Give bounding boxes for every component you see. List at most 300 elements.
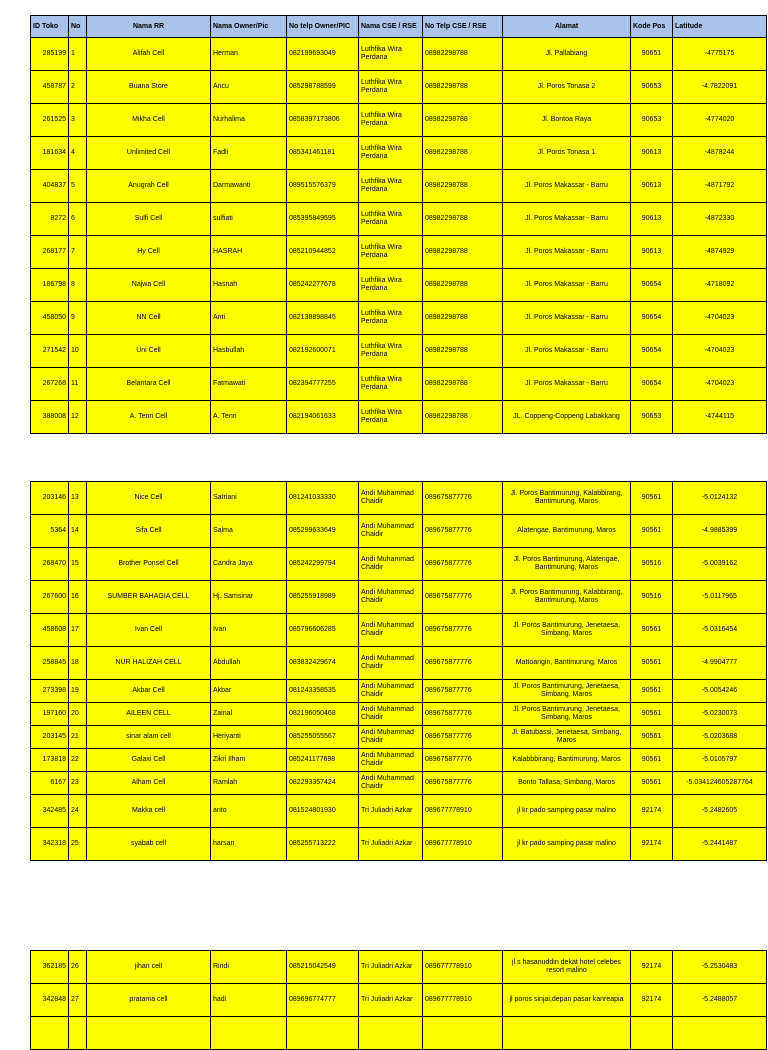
cell-nama-rr: sinar alam cell bbox=[87, 726, 211, 749]
cell-alamat: Bonto Tallasa, Simbang, Maros bbox=[503, 772, 631, 795]
cell-latitude: -5.0230073 bbox=[673, 703, 767, 726]
cell-telp-owner: 081241033330 bbox=[287, 482, 359, 515]
cell-no: 21 bbox=[69, 726, 87, 749]
cell-nama-owner: anto bbox=[211, 795, 287, 828]
cell-latitude: -5.2441487 bbox=[673, 828, 767, 861]
cell-nama-owner: Hasnah bbox=[211, 269, 287, 302]
cell-telp-owner: 085299633649 bbox=[287, 515, 359, 548]
cell-telp-cse: 089675877776 bbox=[423, 749, 503, 772]
cell-nama-cse: Andi Muhammad Chaidir bbox=[359, 772, 423, 795]
cell-nama-cse: Tri Juliadri Azkar bbox=[359, 951, 423, 984]
cell-no: 15 bbox=[69, 548, 87, 581]
cell-telp-cse: 089675877776 bbox=[423, 647, 503, 680]
cell-id-toko: 267268 bbox=[31, 368, 69, 401]
cell-telp-owner: 082192600071 bbox=[287, 335, 359, 368]
cell-nama-owner: Rindi bbox=[211, 951, 287, 984]
cell-no: 2 bbox=[69, 71, 87, 104]
cell-nama-rr: Alifah Cell bbox=[87, 38, 211, 71]
cell-alamat: Jl. Poros Bantimurung, Jenetaesa, Simbang, Maros bbox=[503, 680, 631, 703]
cell-nama-rr: syabab cell bbox=[87, 828, 211, 861]
cell-nama-cse: Luthfika Wira Perdana bbox=[359, 170, 423, 203]
cell-telp-cse: 089677778910 bbox=[423, 795, 503, 828]
cell-telp-owner: 082394777255 bbox=[287, 368, 359, 401]
cell-alamat: Jl. Poros Bantimurung, Jenetaesa, Simbang, Maros bbox=[503, 614, 631, 647]
cell-nama-cse: Andi Muhammad Chaidir bbox=[359, 548, 423, 581]
cell-no: 19 bbox=[69, 680, 87, 703]
cell-telp-cse: 089675877776 bbox=[423, 726, 503, 749]
cell-telp-owner: 082194061633 bbox=[287, 401, 359, 434]
cell-alamat: Jl. Poros Makassar - Barru bbox=[503, 203, 631, 236]
table-row bbox=[31, 104, 767, 137]
cell-nama-owner: Zikri Ilham bbox=[211, 749, 287, 772]
cell-nama-cse: Tri Juliadri Azkar bbox=[359, 828, 423, 861]
cell-nama-owner: Anti bbox=[211, 302, 287, 335]
cell-nama-rr: jihan cell bbox=[87, 951, 211, 984]
cell-latitude: -4874929 bbox=[673, 236, 767, 269]
cell-alamat: Jl. Poros Bantimurung, Jenetaesa, Simbang, Maros bbox=[503, 703, 631, 726]
cell-nama-owner: Hj. Samsinar bbox=[211, 581, 287, 614]
cell-latitude bbox=[673, 1017, 767, 1050]
cell-nama-owner: Fadli bbox=[211, 137, 287, 170]
cell-nama-cse: Luthfika Wira Perdana bbox=[359, 203, 423, 236]
cell-nama-cse: Luthfika Wira Perdana bbox=[359, 236, 423, 269]
cell-telp-owner: 085298788599 bbox=[287, 71, 359, 104]
cell-id-toko: 458608 bbox=[31, 614, 69, 647]
cell-nama-owner: Akbar bbox=[211, 680, 287, 703]
cell-nama-rr: pratama cell bbox=[87, 984, 211, 1017]
cell-kode-pos: 90654 bbox=[631, 335, 673, 368]
header-id-toko: ID Toko bbox=[31, 16, 69, 38]
cell-telp-owner: 085242277678 bbox=[287, 269, 359, 302]
cell-no: 5 bbox=[69, 170, 87, 203]
cell-telp-owner: 085210944852 bbox=[287, 236, 359, 269]
cell-latitude: -4871792 bbox=[673, 170, 767, 203]
cell-no: 27 bbox=[69, 984, 87, 1017]
header-telp-cse: No Telp CSE / RSE bbox=[423, 16, 503, 38]
cell-nama-owner: Hasbullah bbox=[211, 335, 287, 368]
cell-nama-owner: Abdullah bbox=[211, 647, 287, 680]
cell-kode-pos: 90561 bbox=[631, 726, 673, 749]
cell-nama-cse: Andi Muhammad Chaidir bbox=[359, 680, 423, 703]
cell-alamat: Jl. Poros Makassar - Barru bbox=[503, 368, 631, 401]
cell-kode-pos: 90561 bbox=[631, 515, 673, 548]
cell-telp-owner: 085215042549 bbox=[287, 951, 359, 984]
cell-latitude: -5.0124132 bbox=[673, 482, 767, 515]
cell-no: 9 bbox=[69, 302, 87, 335]
cell-nama-rr: Brother Ponsel Cell bbox=[87, 548, 211, 581]
cell-latitude: -5.0117965 bbox=[673, 581, 767, 614]
cell-no: 23 bbox=[69, 772, 87, 795]
cell-nama-rr: Alham Cell bbox=[87, 772, 211, 795]
cell-nama-rr: Nice Cell bbox=[87, 482, 211, 515]
cell-nama-rr: Makka cell bbox=[87, 795, 211, 828]
cell-nama-rr: AILEEN CELL bbox=[87, 703, 211, 726]
cell-latitude: -5.0105797 bbox=[673, 749, 767, 772]
cell-telp-cse: 089677778910 bbox=[423, 951, 503, 984]
cell-latitude: -4704023 bbox=[673, 368, 767, 401]
cell-nama-owner: Heriyanti bbox=[211, 726, 287, 749]
cell-nama-cse: Andi Muhammad Chaidir bbox=[359, 703, 423, 726]
cell-kode-pos: 90516 bbox=[631, 581, 673, 614]
cell-kode-pos: 92174 bbox=[631, 984, 673, 1017]
cell-nama-rr: SUMBER BAHAGIA CELL bbox=[87, 581, 211, 614]
store-table-1 bbox=[30, 15, 767, 434]
cell-no: 17 bbox=[69, 614, 87, 647]
cell-latitude: -5.0316454 bbox=[673, 614, 767, 647]
cell-kode-pos: 90651 bbox=[631, 38, 673, 71]
cell-id-toko: 458050 bbox=[31, 302, 69, 335]
cell-kode-pos: 90654 bbox=[631, 368, 673, 401]
table-row bbox=[31, 269, 767, 302]
cell-telp-owner: 083832429674 bbox=[287, 647, 359, 680]
cell-alamat: JL. Coppeng-Coppeng Labakkang bbox=[503, 401, 631, 434]
cell-id-toko: 203146 bbox=[31, 482, 69, 515]
cell-nama-rr: Ivan Cell bbox=[87, 614, 211, 647]
table-row bbox=[31, 203, 767, 236]
cell-latitude: -4.7822091 bbox=[673, 71, 767, 104]
cell-nama-rr: Akbar Cell bbox=[87, 680, 211, 703]
cell-alamat: Mattoangin, Bantimurung, Maros bbox=[503, 647, 631, 680]
cell-alamat: Jl. Poros Bantimurung, Kalabbirang, Bantimurung, Maros bbox=[503, 482, 631, 515]
cell-alamat: jl poros sinjai,depan pasar kanreapia bbox=[503, 984, 631, 1017]
cell-nama-cse: Luthfika Wira Perdana bbox=[359, 368, 423, 401]
cell-no: 11 bbox=[69, 368, 87, 401]
cell-alamat: jl kr pado samping pasar malino bbox=[503, 828, 631, 861]
cell-latitude: -4704023 bbox=[673, 302, 767, 335]
cell-telp-cse: 089675877776 bbox=[423, 482, 503, 515]
table-row bbox=[31, 335, 767, 368]
cell-nama-cse: Tri Juliadri Azkar bbox=[359, 795, 423, 828]
cell-latitude: -4872330 bbox=[673, 203, 767, 236]
cell-latitude: -5.2530483 bbox=[673, 951, 767, 984]
cell-nama-cse: Tri Juliadri Azkar bbox=[359, 984, 423, 1017]
table-row bbox=[31, 828, 767, 861]
cell-no: 26 bbox=[69, 951, 87, 984]
cell-telp-owner: 085242299794 bbox=[287, 548, 359, 581]
table-row bbox=[31, 71, 767, 104]
cell-no: 1 bbox=[69, 38, 87, 71]
cell-telp-owner: 089515576379 bbox=[287, 170, 359, 203]
cell-telp-cse: 08982298788 bbox=[423, 170, 503, 203]
cell-id-toko: 5364 bbox=[31, 515, 69, 548]
store-table-3 bbox=[30, 950, 767, 1050]
cell-kode-pos: 90613 bbox=[631, 236, 673, 269]
cell-telp-owner: 082293357424 bbox=[287, 772, 359, 795]
header-nama-rr: Nama RR bbox=[87, 16, 211, 38]
table-row bbox=[31, 368, 767, 401]
cell-nama-owner: HASRAH bbox=[211, 236, 287, 269]
cell-nama-cse: Andi Muhammad Chaidir bbox=[359, 581, 423, 614]
cell-telp-owner: 081524801930 bbox=[287, 795, 359, 828]
header-cse: Nama CSE / RSE bbox=[359, 16, 423, 38]
cell-telp-owner: 085255713222 bbox=[287, 828, 359, 861]
cell-latitude: -4.9904777 bbox=[673, 647, 767, 680]
header-row bbox=[31, 16, 767, 38]
cell-no: 6 bbox=[69, 203, 87, 236]
cell-no bbox=[69, 1017, 87, 1050]
cell-telp-owner: 0858397173806 bbox=[287, 104, 359, 137]
cell-id-toko: 404837 bbox=[31, 170, 69, 203]
cell-nama-rr: Unlimited Cell bbox=[87, 137, 211, 170]
cell-latitude: -5.0054246 bbox=[673, 680, 767, 703]
cell-telp-cse: 089675877776 bbox=[423, 703, 503, 726]
cell-nama-rr: Sifa Cell bbox=[87, 515, 211, 548]
cell-alamat: Jl. Poros Makassar - Barru bbox=[503, 269, 631, 302]
cell-nama-cse: Andi Muhammad Chaidir bbox=[359, 647, 423, 680]
cell-nama-cse: Andi Muhammad Chaidir bbox=[359, 749, 423, 772]
cell-nama-cse: Luthfika Wira Perdana bbox=[359, 335, 423, 368]
table-row bbox=[31, 614, 767, 647]
cell-latitude: -4878244 bbox=[673, 137, 767, 170]
cell-telp-cse: 08982298788 bbox=[423, 269, 503, 302]
cell-telp-cse bbox=[423, 1017, 503, 1050]
cell-id-toko: 388008 bbox=[31, 401, 69, 434]
cell-alamat bbox=[503, 1017, 631, 1050]
cell-nama-cse: Andi Muhammad Chaidir bbox=[359, 614, 423, 647]
cell-latitude: -4775175 bbox=[673, 38, 767, 71]
table-row bbox=[31, 772, 767, 795]
cell-nama-rr: Mikha Cell bbox=[87, 104, 211, 137]
table-row bbox=[31, 647, 767, 680]
header-kode-pos: Kode Pos bbox=[631, 16, 673, 38]
table-row bbox=[31, 236, 767, 269]
cell-telp-owner: 085341461181 bbox=[287, 137, 359, 170]
cell-alamat: jl s hasanuddin dekat hotel celebes resort malino bbox=[503, 951, 631, 984]
cell-nama-rr: Buana Store bbox=[87, 71, 211, 104]
cell-id-toko: 271542 bbox=[31, 335, 69, 368]
cell-nama-rr: A. Tenri Cell bbox=[87, 401, 211, 434]
cell-latitude: -5.034124605287764 bbox=[673, 772, 767, 795]
table-row bbox=[31, 749, 767, 772]
table-body-1 bbox=[31, 38, 767, 434]
cell-nama-owner: Candra Jaya bbox=[211, 548, 287, 581]
cell-nama-owner: Ivan bbox=[211, 614, 287, 647]
cell-nama-owner: harsan bbox=[211, 828, 287, 861]
store-table-2 bbox=[30, 481, 767, 861]
cell-telp-cse: 08982298788 bbox=[423, 302, 503, 335]
table-row bbox=[31, 515, 767, 548]
table-row bbox=[31, 137, 767, 170]
cell-telp-cse: 089675877776 bbox=[423, 614, 503, 647]
cell-id-toko bbox=[31, 1017, 69, 1050]
cell-kode-pos: 90654 bbox=[631, 269, 673, 302]
table-body-2 bbox=[31, 482, 767, 861]
cell-nama-owner: Nurhalima bbox=[211, 104, 287, 137]
cell-nama-cse: Luthfika Wira Perdana bbox=[359, 137, 423, 170]
cell-kode-pos: 92174 bbox=[631, 828, 673, 861]
cell-latitude: -4774020 bbox=[673, 104, 767, 137]
cell-telp-cse: 08982298788 bbox=[423, 401, 503, 434]
cell-kode-pos: 90561 bbox=[631, 703, 673, 726]
cell-id-toko: 173818 bbox=[31, 749, 69, 772]
cell-alamat: Jl. Pallabiang bbox=[503, 38, 631, 71]
cell-kode-pos: 90561 bbox=[631, 482, 673, 515]
header-owner: Nama Owner/Pic bbox=[211, 16, 287, 38]
cell-nama-cse: Luthfika Wira Perdana bbox=[359, 104, 423, 137]
cell-kode-pos: 90561 bbox=[631, 749, 673, 772]
cell-telp-cse: 089675877776 bbox=[423, 772, 503, 795]
cell-telp-cse: 08982298788 bbox=[423, 137, 503, 170]
cell-nama-owner: Zainal bbox=[211, 703, 287, 726]
cell-id-toko: 181634 bbox=[31, 137, 69, 170]
cell-alamat: Jl. Poros Makassar - Barru bbox=[503, 335, 631, 368]
cell-latitude: -5.0203688 bbox=[673, 726, 767, 749]
cell-telp-cse: 08982298788 bbox=[423, 203, 503, 236]
cell-id-toko: 458787 bbox=[31, 71, 69, 104]
cell-telp-owner: 081243358535 bbox=[287, 680, 359, 703]
cell-telp-owner: 089696774777 bbox=[287, 984, 359, 1017]
cell-telp-owner: 085241177698 bbox=[287, 749, 359, 772]
cell-nama-owner: Satriani bbox=[211, 482, 287, 515]
header-alamat: Alamat bbox=[503, 16, 631, 38]
cell-telp-owner: 082199693049 bbox=[287, 38, 359, 71]
table-body-3 bbox=[31, 951, 767, 1050]
cell-alamat: Kalabbbirang, Bantimurung, Maros bbox=[503, 749, 631, 772]
cell-latitude: -5.0039162 bbox=[673, 548, 767, 581]
cell-kode-pos: 90654 bbox=[631, 302, 673, 335]
cell-alamat: Jl. Poros Bantimurung, Alatengae, Bantimurung, Maros bbox=[503, 548, 631, 581]
cell-nama-rr: Najwa Cell bbox=[87, 269, 211, 302]
cell-telp-cse: 089677778910 bbox=[423, 828, 503, 861]
cell-kode-pos: 90653 bbox=[631, 104, 673, 137]
cell-nama-cse bbox=[359, 1017, 423, 1050]
cell-alamat: Jl. Poros Makassar - Barru bbox=[503, 170, 631, 203]
cell-id-toko: 6167 bbox=[31, 772, 69, 795]
header-latitude: Latitude bbox=[673, 16, 767, 38]
cell-kode-pos: 90613 bbox=[631, 203, 673, 236]
table-row bbox=[31, 548, 767, 581]
table-row bbox=[31, 482, 767, 515]
table-row bbox=[31, 726, 767, 749]
cell-nama-owner: Herman bbox=[211, 38, 287, 71]
cell-kode-pos: 90613 bbox=[631, 170, 673, 203]
header-no: No bbox=[69, 16, 87, 38]
cell-no: 10 bbox=[69, 335, 87, 368]
cell-kode-pos: 92174 bbox=[631, 951, 673, 984]
cell-telp-cse: 08982298788 bbox=[423, 335, 503, 368]
cell-alamat: Alatengae, Bantimurung, Maros bbox=[503, 515, 631, 548]
cell-nama-rr: NUR HALIZAH CELL bbox=[87, 647, 211, 680]
table-row bbox=[31, 951, 767, 984]
table-row bbox=[31, 302, 767, 335]
cell-telp-owner: 082138898845 bbox=[287, 302, 359, 335]
cell-nama-rr bbox=[87, 1017, 211, 1050]
cell-alamat: Jl. Poros Tonasa 2 bbox=[503, 71, 631, 104]
cell-nama-cse: Luthfika Wira Perdana bbox=[359, 302, 423, 335]
cell-id-toko: 8272 bbox=[31, 203, 69, 236]
cell-id-toko: 268470 bbox=[31, 548, 69, 581]
cell-nama-owner: Salma bbox=[211, 515, 287, 548]
cell-latitude: -5.2482605 bbox=[673, 795, 767, 828]
table-row bbox=[31, 703, 767, 726]
table-row bbox=[31, 581, 767, 614]
header-telp-owner: No telp Owner/PIC bbox=[287, 16, 359, 38]
cell-id-toko: 258845 bbox=[31, 647, 69, 680]
cell-nama-owner: A. Tenri bbox=[211, 401, 287, 434]
table-row bbox=[31, 795, 767, 828]
table-row bbox=[31, 984, 767, 1017]
cell-id-toko: 268177 bbox=[31, 236, 69, 269]
cell-nama-owner bbox=[211, 1017, 287, 1050]
cell-nama-rr: Uni Cell bbox=[87, 335, 211, 368]
cell-nama-cse: Luthfika Wira Perdana bbox=[359, 71, 423, 104]
cell-telp-cse: 08982298788 bbox=[423, 71, 503, 104]
cell-telp-cse: 089675877776 bbox=[423, 548, 503, 581]
cell-alamat: Jl. Poros Makassar - Barru bbox=[503, 302, 631, 335]
cell-no: 16 bbox=[69, 581, 87, 614]
cell-nama-owner: Ramlah bbox=[211, 772, 287, 795]
cell-id-toko: 203145 bbox=[31, 726, 69, 749]
cell-telp-owner: 085255918989 bbox=[287, 581, 359, 614]
table-row bbox=[31, 1017, 767, 1050]
cell-nama-owner: Ancu bbox=[211, 71, 287, 104]
cell-no: 20 bbox=[69, 703, 87, 726]
cell-kode-pos: 90561 bbox=[631, 680, 673, 703]
cell-no: 3 bbox=[69, 104, 87, 137]
cell-no: 18 bbox=[69, 647, 87, 680]
cell-nama-rr: Belantara Cell bbox=[87, 368, 211, 401]
cell-id-toko: 273398 bbox=[31, 680, 69, 703]
table-row bbox=[31, 680, 767, 703]
cell-id-toko: 342848 bbox=[31, 984, 69, 1017]
cell-id-toko: 261525 bbox=[31, 104, 69, 137]
cell-latitude: -5.2488057 bbox=[673, 984, 767, 1017]
cell-telp-cse: 08982298788 bbox=[423, 368, 503, 401]
cell-telp-owner bbox=[287, 1017, 359, 1050]
cell-id-toko: 285199 bbox=[31, 38, 69, 71]
cell-telp-owner: 085796606285 bbox=[287, 614, 359, 647]
cell-no: 4 bbox=[69, 137, 87, 170]
table-row bbox=[31, 401, 767, 434]
cell-telp-cse: 08982298788 bbox=[423, 236, 503, 269]
cell-kode-pos: 90613 bbox=[631, 137, 673, 170]
cell-kode-pos: 90561 bbox=[631, 647, 673, 680]
cell-id-toko: 197160 bbox=[31, 703, 69, 726]
cell-telp-cse: 089675877776 bbox=[423, 515, 503, 548]
cell-kode-pos bbox=[631, 1017, 673, 1050]
cell-telp-cse: 089675877776 bbox=[423, 680, 503, 703]
cell-kode-pos: 90653 bbox=[631, 71, 673, 104]
cell-alamat: Jl. Poros Tonasa 1 bbox=[503, 137, 631, 170]
cell-latitude: -4744115 bbox=[673, 401, 767, 434]
cell-telp-owner: 082196050468 bbox=[287, 703, 359, 726]
table-row bbox=[31, 170, 767, 203]
cell-no: 14 bbox=[69, 515, 87, 548]
cell-nama-owner: hadi bbox=[211, 984, 287, 1017]
cell-telp-cse: 08982298788 bbox=[423, 38, 503, 71]
cell-nama-cse: Andi Muhammad Chaidir bbox=[359, 482, 423, 515]
cell-telp-cse: 089675877776 bbox=[423, 581, 503, 614]
cell-nama-cse: Andi Muhammad Chaidir bbox=[359, 726, 423, 749]
cell-nama-rr: NN Cell bbox=[87, 302, 211, 335]
cell-nama-cse: Luthfika Wira Perdana bbox=[359, 401, 423, 434]
cell-nama-cse: Luthfika Wira Perdana bbox=[359, 269, 423, 302]
cell-latitude: -4.9885399 bbox=[673, 515, 767, 548]
cell-telp-owner: 085255055567 bbox=[287, 726, 359, 749]
cell-telp-owner: 085395849595 bbox=[287, 203, 359, 236]
cell-nama-cse: Andi Muhammad Chaidir bbox=[359, 515, 423, 548]
cell-nama-owner: Fatmawati bbox=[211, 368, 287, 401]
cell-alamat: Jl. Poros Makassar - Barru bbox=[503, 236, 631, 269]
cell-kode-pos: 90516 bbox=[631, 548, 673, 581]
cell-latitude: -4704023 bbox=[673, 335, 767, 368]
cell-id-toko: 186798 bbox=[31, 269, 69, 302]
cell-nama-owner: sulfiati bbox=[211, 203, 287, 236]
cell-nama-owner: Darmawanti bbox=[211, 170, 287, 203]
cell-nama-rr: Anugrah Cell bbox=[87, 170, 211, 203]
cell-no: 12 bbox=[69, 401, 87, 434]
cell-kode-pos: 90561 bbox=[631, 772, 673, 795]
